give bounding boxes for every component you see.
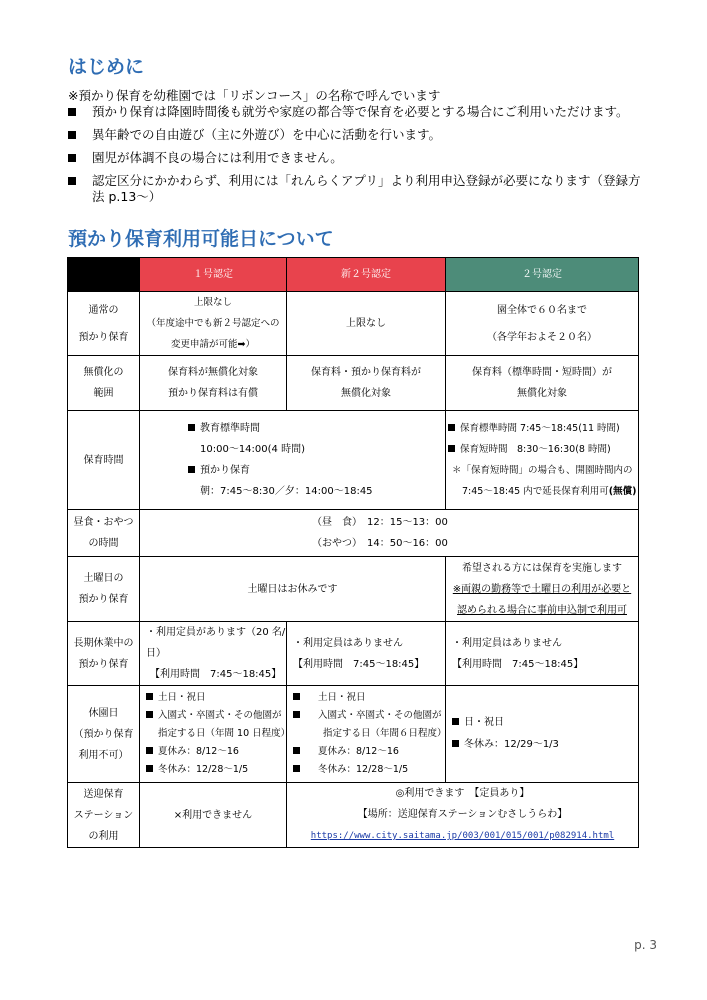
header-type2: ２号認定 <box>446 258 639 292</box>
row-label-long-break: 長期休業中の 預かり保育 <box>68 622 140 686</box>
row-label-free: 無償化の 範囲 <box>68 356 140 411</box>
square-bullet-icon <box>146 765 153 772</box>
table-row <box>68 783 639 848</box>
availability-table <box>67 257 639 848</box>
station-link[interactable]: https://www.city.saitama.jp/003/001/015/001/p082914.html <box>310 831 615 841</box>
square-bullet-icon <box>293 711 300 718</box>
intro-heading: はじめに <box>68 56 145 78</box>
square-bullet-icon <box>146 747 153 754</box>
square-bullet-icon <box>448 445 455 452</box>
list-item: 認定区分にかかわらず、利用には「れんらくアプリ」より利用申込登録が必要になります（登録方法 p.13～） <box>68 173 648 205</box>
row-label-station: 送迎保育 ステーション の利用 <box>68 783 140 848</box>
row-label-hours: 保育時間 <box>68 411 140 510</box>
table-header-row <box>68 258 639 292</box>
intro-bullet-list <box>68 104 648 212</box>
longbreak-type1-cell: ・利用定員があります（20 名/日） 【利用時間 7:45～18:45】 <box>140 622 287 686</box>
holidays-type2-cell: 日・祝日 冬休み：12/29～1/3 <box>446 686 639 783</box>
normal-type2-cell: 園全体で６０名まで （各学年およそ２０名） <box>446 292 639 356</box>
table-row <box>68 622 639 686</box>
square-bullet-icon <box>68 177 76 185</box>
free-new-type2-cell: 保育料・預かり保育料が 無償化対象 <box>287 356 446 411</box>
table-row <box>68 356 639 411</box>
table-row <box>68 557 639 622</box>
meal-times-cell: （昼 食） 12：15～13：00 （おやつ） 14：50～16：00 <box>140 510 639 557</box>
free-type1-cell: 保育料が無償化対象 預かり保育料は有償 <box>140 356 287 411</box>
hours-type1-new-type2-cell: 教育標準時間 10:00～14:00(4 時間) 預かり保育 朝：7:45～8:30／夕：14:00～18:45 <box>140 411 446 510</box>
table-row <box>68 510 639 557</box>
longbreak-type2-cell: ・利用定員はありません 【利用時間 7:45～18:45】 <box>446 622 639 686</box>
square-bullet-icon <box>448 424 455 431</box>
page-number: p. 3 <box>634 938 657 952</box>
square-bullet-icon <box>188 466 195 473</box>
table-row <box>68 411 639 510</box>
station-type1-cell: ×利用できません <box>140 783 287 848</box>
square-bullet-icon <box>293 765 300 772</box>
row-label-saturday: 土曜日の 預かり保育 <box>68 557 140 622</box>
list-item: 園児が体調不良の場合には利用できません。 <box>68 150 648 166</box>
longbreak-new-type2-cell: ・利用定員はありません 【利用時間 7:45～18:45】 <box>287 622 446 686</box>
square-bullet-icon <box>146 693 153 700</box>
square-bullet-icon <box>68 154 76 162</box>
normal-type1-cell: 上限なし （年度途中でも新２号認定への 変更申請が可能➡） <box>140 292 287 356</box>
list-item: 異年齢での自由遊び（主に外遊び）を中心に活動を行います。 <box>68 127 648 143</box>
square-bullet-icon <box>68 131 76 139</box>
header-new-type2: 新２号認定 <box>287 258 446 292</box>
square-bullet-icon <box>293 747 300 754</box>
holidays-type1-cell: 土日・祝日 入園式・卒園式・その他園が 指定する日（年間 10 日程度） 夏休み：8/12～16 冬休み：12/28～1/5 <box>140 686 287 783</box>
saturday-type1-new-type2-cell: 土曜日はお休みです <box>140 557 446 622</box>
holidays-new-type2-cell: 土日・祝日 入園式・卒園式・その他園が 指定する日（年間６日程度） 夏休み：8/12～16 冬休み：12/28～1/5 <box>287 686 446 783</box>
row-label-normal: 通常の 預かり保育 <box>68 292 140 356</box>
row-label-meal: 昼食・おやつ の時間 <box>68 510 140 557</box>
header-blank-cell <box>68 258 140 292</box>
row-label-holidays: 休園日 （預かり保育 利用不可） <box>68 686 140 783</box>
square-bullet-icon <box>146 711 153 718</box>
square-bullet-icon <box>68 108 76 116</box>
square-bullet-icon <box>452 718 459 725</box>
availability-heading: 預かり保育利用可能日について <box>68 228 334 250</box>
free-type2-cell: 保育料（標準時間・短時間）が 無償化対象 <box>446 356 639 411</box>
square-bullet-icon <box>293 693 300 700</box>
table-row <box>68 686 639 783</box>
square-bullet-icon <box>188 424 195 431</box>
table-row <box>68 292 639 356</box>
normal-new-type2-cell: 上限なし <box>287 292 446 356</box>
hours-type2-cell: 保育標準時間 7:45～18:45(11 時間) 保育短時間 8:30～16:30(8 時間) ＊「保育短時間」の場合も、開園時間内の 7:45～18:45 内で延長保育利用可(無償) <box>446 411 639 510</box>
station-type2-cell: ◎利用できます 【定員あり】 【場所：送迎保育ステーションむさしうらわ】 https://www.city.saitama.jp/003/001/015/001/p082914.html <box>287 783 639 848</box>
list-item: 預かり保育は降園時間後も就労や家庭の都合等で保育を必要とする場合にご利用いただけます。 <box>68 104 648 120</box>
header-type1: １号認定 <box>140 258 287 292</box>
intro-note: ※預かり保育を幼稚園では「リボンコース」の名称で呼んでいます <box>68 88 441 103</box>
square-bullet-icon <box>452 740 459 747</box>
saturday-type2-cell: 希望される方には保育を実施します ※両親の勤務等で土曜日の利用が必要と 認められる場合に事前申込制で利用可 <box>446 557 639 622</box>
